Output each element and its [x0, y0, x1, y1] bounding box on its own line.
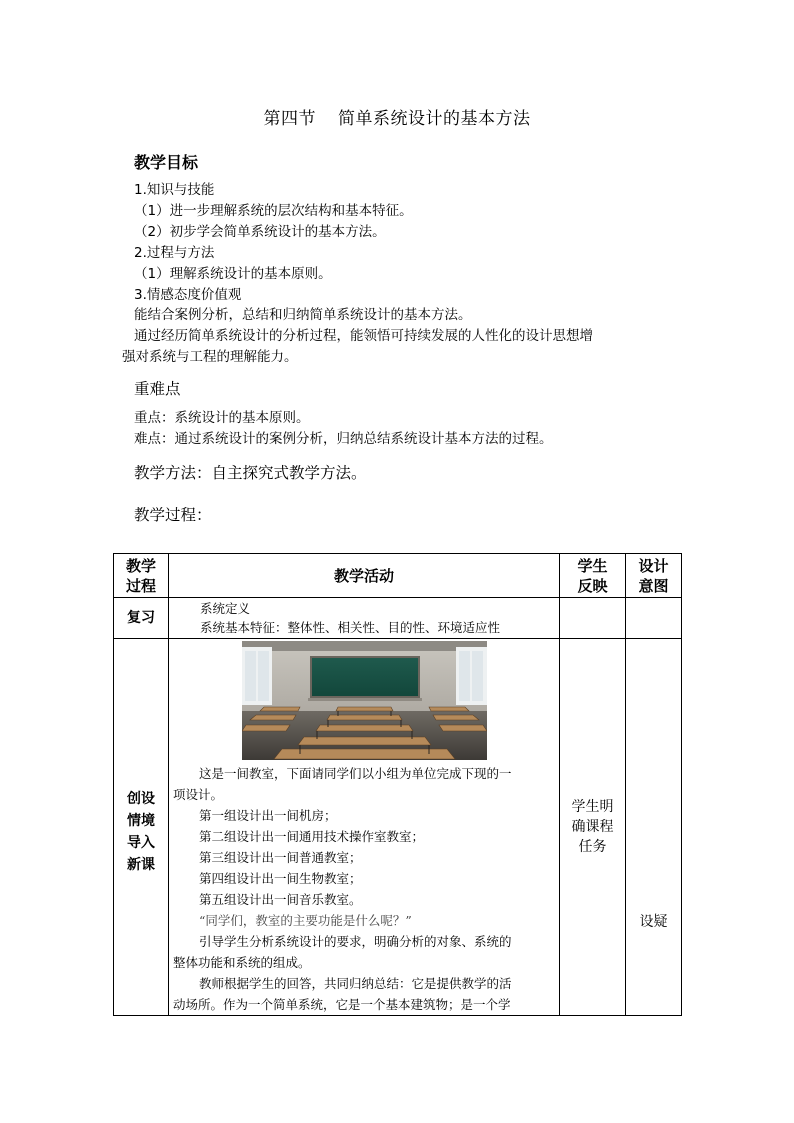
group-task: 第五组设计出一间音乐教室。: [199, 892, 362, 907]
group-task: 第一组设计出一间机房；: [199, 808, 337, 823]
objective-line: （2）初步学会简单系统设计的基本方法。: [134, 224, 386, 240]
objective-line: 强对系统与工程的理解能力。: [122, 349, 298, 365]
group-task: 第二组设计出一间通用技术操作室教室；: [199, 829, 425, 844]
table-header-row: [114, 554, 682, 598]
teaching-method: 教学方法：自主探究式教学方法。: [134, 464, 367, 482]
review-reaction: [560, 598, 626, 639]
keypoints-heading: 重难点: [134, 380, 181, 398]
header-reaction: 学生 反映: [560, 554, 626, 598]
objectives-heading: 教学目标: [134, 153, 199, 172]
teacher-question: “同学们，教室的主要功能是什么呢？”: [199, 913, 412, 928]
objective-line: 2.过程与方法: [134, 245, 215, 261]
review-activity: 系统定义 系统基本特征：整体性、相关性、目的性、环境适应性: [169, 598, 560, 639]
intro-activity: 这是一间教室，下面请同学们以小组为单位完成下现的一 项设计。 第一组设计出一间机房； 第二组设计出一间通用技术操作室教室； 第三组设计出一间普通教室； 第四组设计出一间生物教室； 第五组设计出一间音乐教室。 “同学们，教室的主要功能是什么呢？” 引导学生分析系统设计的要求，明确分析的对象、系统的 整体功能和系统的组成。 教师根据学生的回答，共同归纳总结：它是提供教学的活 动场所。作为一个简单系统，它是一个基本建筑物；是一个学: [169, 639, 560, 1016]
page-title: 第四节 简单系统设计的基本方法: [263, 109, 531, 129]
review-intent: [626, 598, 682, 639]
process-table: [113, 553, 682, 1016]
objective-line: 3.情感态度价值观: [134, 287, 242, 303]
header-intent: 设计 意图: [626, 554, 682, 598]
objective-line: （1）理解系统设计的基本原则。: [134, 266, 332, 282]
process-label: 教学过程：: [134, 506, 212, 524]
intro-reaction: 学生明 确课程 任务: [560, 639, 626, 1016]
intro-intent: 设疑: [626, 639, 682, 1016]
stage-review: 复习: [114, 598, 169, 639]
keypoint-line: 难点：通过系统设计的案例分析，归纳总结系统设计基本方法的过程。: [134, 431, 553, 447]
keypoint-line: 重点：系统设计的基本原则。: [134, 410, 310, 426]
header-activity: 教学活动: [169, 554, 560, 598]
objective-line: 能结合案例分析，总结和归纳简单系统设计的基本方法。: [134, 307, 472, 323]
table-row: [114, 598, 682, 639]
header-stage: 教学 过程: [114, 554, 169, 598]
group-task: 第四组设计出一间生物教室；: [199, 871, 362, 886]
classroom-photo: [173, 639, 555, 763]
table-row: [114, 639, 682, 1016]
group-task: 第三组设计出一间普通教室；: [199, 850, 362, 865]
classroom-image: [242, 641, 487, 760]
objective-line: 1.知识与技能: [134, 182, 215, 198]
stage-intro: 创设 情境 导入 新课: [114, 639, 169, 1016]
objective-line: （1）进一步理解系统的层次结构和基本特征。: [134, 203, 413, 219]
objective-line: 通过经历简单系统设计的分析过程，能领悟可持续发展的人性化的设计思想增: [134, 328, 593, 344]
